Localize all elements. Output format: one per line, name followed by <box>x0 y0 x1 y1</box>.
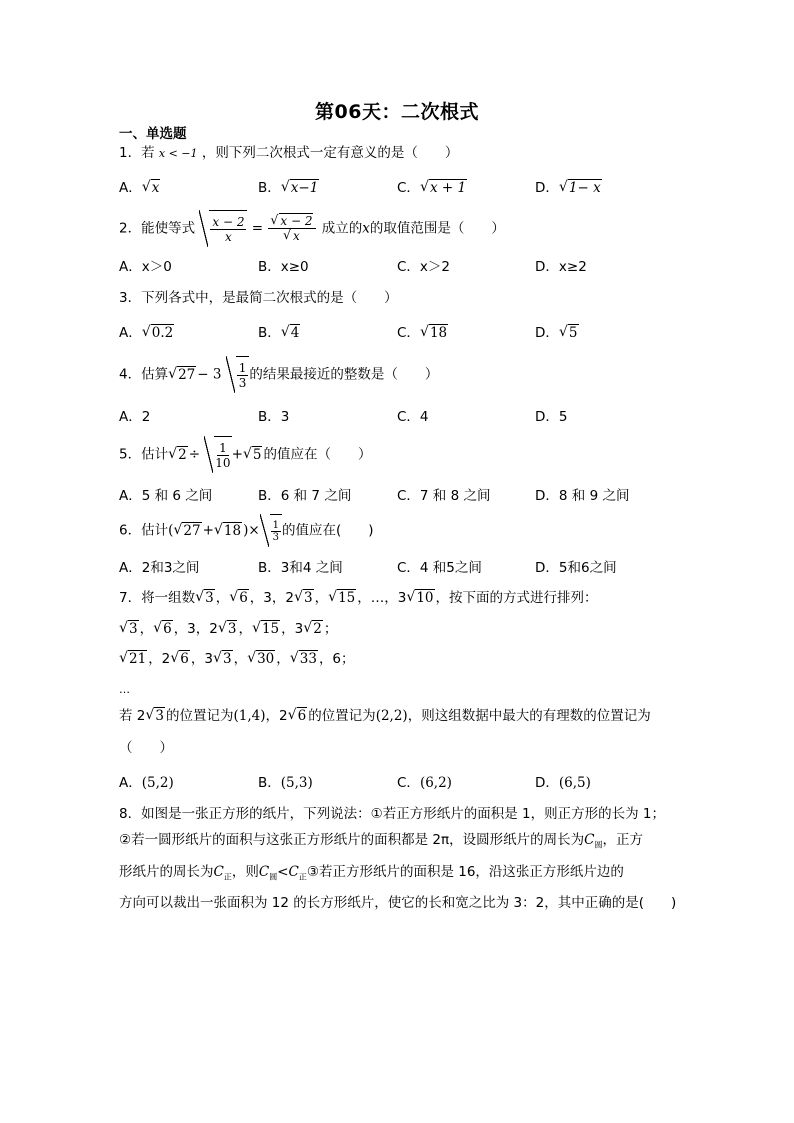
q7-option-c: C．(6,2) <box>397 775 452 791</box>
q6-option-d: D．5和6之间 <box>535 560 617 576</box>
q5-option-a: A．5 和 6 之间 <box>119 488 213 504</box>
q6-option-b: B．3和4 之间 <box>258 560 343 576</box>
q7-option-b: B．(5,3) <box>258 775 313 791</box>
q1-stem-end: ，则下列二次根式一定有意义的是（ ） <box>201 145 459 161</box>
q2-option-a: A．x＞0 <box>119 259 172 275</box>
question-6: 6．估计(√ 27 +√ 18 )× $\frac{1}{3}$ 的值应在( ) <box>119 514 374 547</box>
question-1 <box>119 143 458 164</box>
question-8 <box>119 801 679 916</box>
q2-option-b: B．x≥0 <box>258 259 309 275</box>
q1-option-b: B．√ x−1 <box>258 178 320 198</box>
q7-row-1: √ 3 ，√ 6 ，3，2√ 3 ，√ 15 ，3√ 2 ； <box>119 619 337 639</box>
q4-option-d: D．5 <box>535 409 568 425</box>
q5-option-d: D．8 和 9 之间 <box>535 488 630 504</box>
q7-answer-paren: （ ） <box>119 740 173 756</box>
q3-option-c: C．√ 18 <box>397 323 449 343</box>
question-3: 3．下列各式中，是最简二次根式的是（ ） <box>119 290 398 306</box>
q5-option-b: B．6 和 7 之间 <box>258 488 352 504</box>
q2-fraction-of-roots: √ x − 2 √ x <box>268 214 316 243</box>
q2-stem-mid: 成立的 <box>321 220 363 237</box>
q7-row-2: √ 21 ，2√ 6 ，3√ 3 ，√ 30 ，√ 33 ，6； <box>119 649 355 669</box>
q4-option-a: A．2 <box>119 409 151 425</box>
q1-stem-start: 1．若 <box>119 145 155 161</box>
q2-stem-end: 的取值范围是（ ） <box>369 220 505 237</box>
q2-option-d: D．x≥2 <box>535 259 587 275</box>
q7-ellipsis: … <box>119 683 130 696</box>
q2-equals: = <box>251 220 264 237</box>
q2-option-c: C．x＞2 <box>397 259 451 275</box>
page-title: 第06天：二次根式 <box>315 101 479 123</box>
q4-option-c: C．4 <box>397 409 429 425</box>
q4-option-b: B．3 <box>258 409 290 425</box>
question-7: 7．将一组数√ 3 ，√ 6 ，3，2√ 3 ，√ 15 ，…，3√ 10 ，按下面的方式进行排列： <box>119 588 598 608</box>
q8-line-3: 形纸片的周长为$C_正$，则$C_圆<C_正③$若正方形纸片的面积是 16，沿这张正方形纸片边的 <box>119 863 624 882</box>
q2-stem-start: 2．能使等式 <box>119 220 196 237</box>
q8-line-1: 8．如图是一张正方形的纸片，下列说法：①若正方形纸片的面积是 1，则正方形的长为 1； <box>119 806 665 822</box>
q7-condition-line: 若 2√ 3 的位置记为(1,4)，2√ 6 的位置记为(2,2)，则这组数据中最大的有理数的位置记为 <box>119 706 651 726</box>
section-heading: 一、单选题 <box>119 126 187 142</box>
q1-option-c: C．√ x + 1 <box>397 178 468 198</box>
q7-option-a: A．(5,2) <box>119 775 174 791</box>
q7-option-d: D．(6,5) <box>535 775 591 791</box>
q6-option-a: A．2和3之间 <box>119 560 200 576</box>
question-5: 5．估计√ 2 ÷ $\frac{1}{10}$ +√ 5 的值应在（ ） <box>119 436 371 473</box>
q3-option-d: D．√ 5 <box>535 323 580 343</box>
q3-option-a: A．√ 0.2 <box>119 323 175 343</box>
question-2: 2．能使等式 $\frac{x - 2}{x}$ = √ x − 2 √ x 成立的x的取值范围是（ ） <box>119 210 505 247</box>
q8-line-2: ②若一圆形纸片的面积与这张正方形纸片的面积都是 2π，设圆形纸片的周长为$C_圆$，正方 <box>119 832 643 850</box>
q5-option-c: C．7 和 8 之间 <box>397 488 491 504</box>
q8-line-4: 方向可以裁出一张面积为 12 的长方形纸片，使它的长和宽之比为 3：2，其中正确的是( ) <box>119 895 677 912</box>
q1-option-d: D．√ 1− x <box>535 178 603 198</box>
q3-option-b: B．√ 4 <box>258 323 301 343</box>
question-4: 4．估算√ 27 − 3 $\frac{1}{3}$ 的结果最接近的整数是（ ） <box>119 356 438 393</box>
q2-sqrt-fraction: $\frac{x - 2}{x}$ <box>199 210 247 247</box>
q1-condition: x < −1 <box>158 147 198 160</box>
q6-option-c: C．4 和5之间 <box>397 560 482 576</box>
q1-option-a: A．√ x <box>119 178 161 198</box>
